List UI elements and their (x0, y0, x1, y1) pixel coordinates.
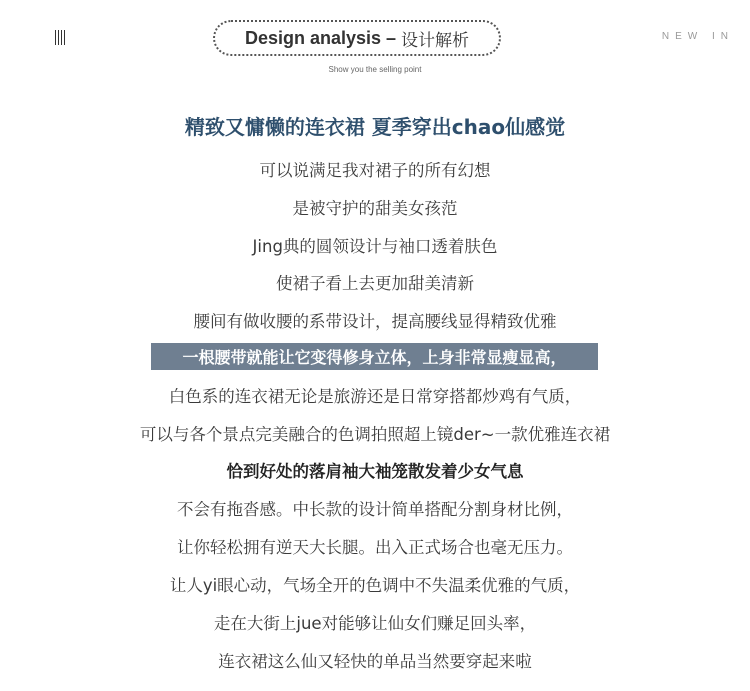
description-line: 不会有拖沓感。中长款的设计简单搭配分割身材比例， (177, 500, 573, 519)
bars-icon (55, 30, 65, 45)
description-line: 白色系的连衣裙无论是旅游还是日常穿搭都炒鸡有气质， (168, 387, 582, 406)
description-line: 可以说满足我对裙子的所有幻想 (259, 161, 491, 180)
emphasis-line: 恰到好处的落肩袖大袖笼散发着少女气息 (226, 462, 524, 481)
description-line: 走在大街上jue对能够让仙女们赚足回头率， (213, 614, 537, 633)
section-title-cn: 设计解析 (401, 30, 470, 50)
section-title-pill (213, 20, 501, 56)
description-line: 是被守护的甜美女孩范 (292, 199, 458, 218)
description-line: 使裙子看上去更加甜美清新 (276, 274, 474, 293)
description-line: 连衣裙这么仙又轻快的单品当然要穿起来啦 (218, 652, 532, 671)
description-line: 让你轻松拥有逆天大长腿。出入正式场合也毫无压力。 (177, 538, 573, 557)
section-title-dash: – (386, 27, 397, 48)
description-line: 可以与各个景点完美融合的色调拍照超上镜der~一款优雅连衣裙 (139, 425, 611, 444)
section-subtitle: Show you the selling point (328, 65, 422, 74)
section-title-en: Design analysis (244, 27, 382, 48)
highlight-text: 一根腰带就能让它变得修身立体，上身非常显瘦显高， (182, 348, 567, 367)
description-line: 腰间有做收腰的系带设计，提高腰线显得精致优雅 (193, 312, 557, 331)
highlight-banner (151, 343, 598, 370)
headline: 精致又慵懒的连衣裙 夏季穿出chao仙感觉 (184, 115, 566, 139)
new-in-label: NEW IN (661, 31, 734, 42)
description-line: 让人yi眼心动，气场全开的色调中不失温柔优雅的气质， (169, 576, 581, 595)
description-line: Jing典的圆领设计与袖口透着肤色 (252, 237, 498, 256)
